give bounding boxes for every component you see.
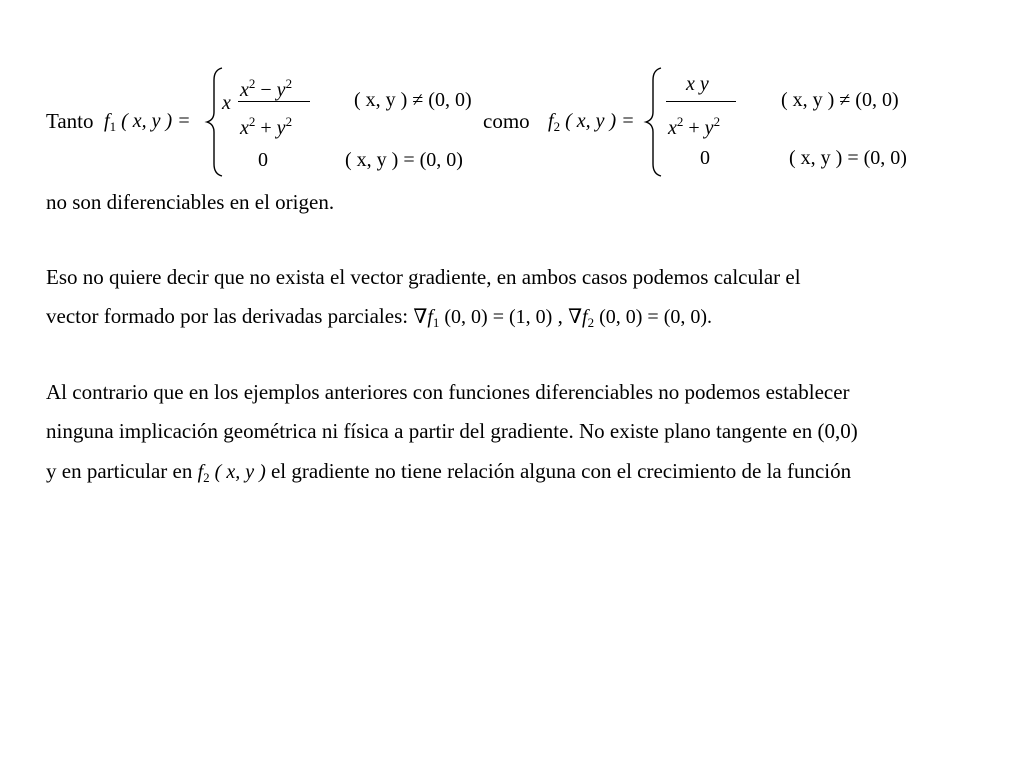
f2-den-x: x [668, 117, 677, 139]
f1-prefix-x: x [222, 92, 231, 114]
grad2-sub: 2 [587, 315, 595, 330]
f2-fraction-bar [666, 101, 736, 102]
gradient-f2 [568, 306, 712, 328]
grad1-f: f [427, 306, 433, 328]
f2-den-y: y [704, 117, 714, 139]
para1-text: no son diferenciables en el origen. [46, 190, 335, 214]
para3-line3-start: y en particular en [46, 459, 193, 483]
f1-lhs [104, 109, 191, 139]
grad1-sub: 1 [432, 315, 440, 330]
f2-den-y-exp: 2 [713, 114, 721, 129]
f1-case2-value: 0 [258, 149, 268, 171]
nabla-icon: ∇ [413, 306, 428, 328]
f1-brace [204, 66, 226, 178]
f2-denominator [668, 110, 720, 140]
inline-f2-sub: 2 [203, 470, 210, 485]
f2-case1-condition: ( x, y ) ≠ (0, 0) [781, 89, 899, 111]
f1-den-x: x [240, 117, 249, 139]
f2-numerator: x y [686, 73, 709, 95]
como-word: como [483, 109, 530, 133]
f1-den-x-exp: 2 [248, 114, 256, 129]
f1-args: ( x, y ) = [121, 110, 191, 132]
f1-den-op: + [255, 117, 277, 139]
para2-line2 [46, 304, 712, 335]
f1-num-y-exp: 2 [285, 76, 293, 91]
para3-line3-end: el gradiente no tiene relación alguna con el crecimiento de la función [270, 459, 852, 483]
f2-case2-value: 0 [700, 147, 710, 169]
f2-case2-condition: ( x, y ) = (0, 0) [789, 147, 907, 169]
f1-numerator [240, 72, 292, 102]
para3-line2: ninguna implicación geométrica ni física a partir del gradiente. No existe plano tangente en (0,0) [46, 419, 858, 443]
grad2-f: f [582, 306, 588, 328]
para2-line1: Eso no quiere decir que no exista el vector gradiente, en ambos casos podemos calcular el [46, 265, 801, 289]
f1-fraction-bar [238, 101, 310, 102]
f1-num-x: x [240, 79, 249, 101]
f2-args: ( x, y ) = [565, 110, 635, 132]
f2-lhs [548, 109, 635, 139]
gradient-f1 [413, 306, 552, 328]
f2-symbol: f [548, 110, 554, 132]
f1-symbol: f [104, 110, 110, 132]
f1-denominator [240, 110, 292, 140]
para2-line2-text: vector formado por las derivadas parciales: [46, 304, 409, 328]
grad2-value: (0, 0) = (0, 0). [599, 306, 713, 328]
f1-case2-condition: ( x, y ) = (0, 0) [345, 149, 463, 171]
inline-f2-args: ( x, y ) [214, 461, 266, 483]
f1-den-y: y [276, 117, 286, 139]
tanto-word: Tanto [46, 109, 94, 133]
f1-den-y-exp: 2 [285, 114, 293, 129]
f1-num-op: − [255, 79, 277, 101]
f1-subscript: 1 [109, 119, 117, 134]
para3-line3 [46, 459, 851, 490]
inline-f2-symbol: f [197, 461, 204, 483]
f2-den-op: + [683, 117, 705, 139]
nabla-icon: ∇ [568, 306, 583, 328]
f2-subscript: 2 [553, 119, 561, 134]
f1-case1-condition: ( x, y ) ≠ (0, 0) [354, 89, 472, 111]
f2-brace [643, 66, 665, 178]
grad1-value: (0, 0) = (1, 0) [444, 306, 553, 328]
f1-num-x-exp: 2 [248, 76, 256, 91]
f1-num-y: y [276, 79, 286, 101]
f2-inline [198, 461, 266, 483]
f2-den-x-exp: 2 [676, 114, 684, 129]
para3-line1: Al contrario que en los ejemplos anteriores con funciones diferenciables no podemos establecer [46, 380, 850, 404]
gradient-separator: , [557, 304, 563, 328]
